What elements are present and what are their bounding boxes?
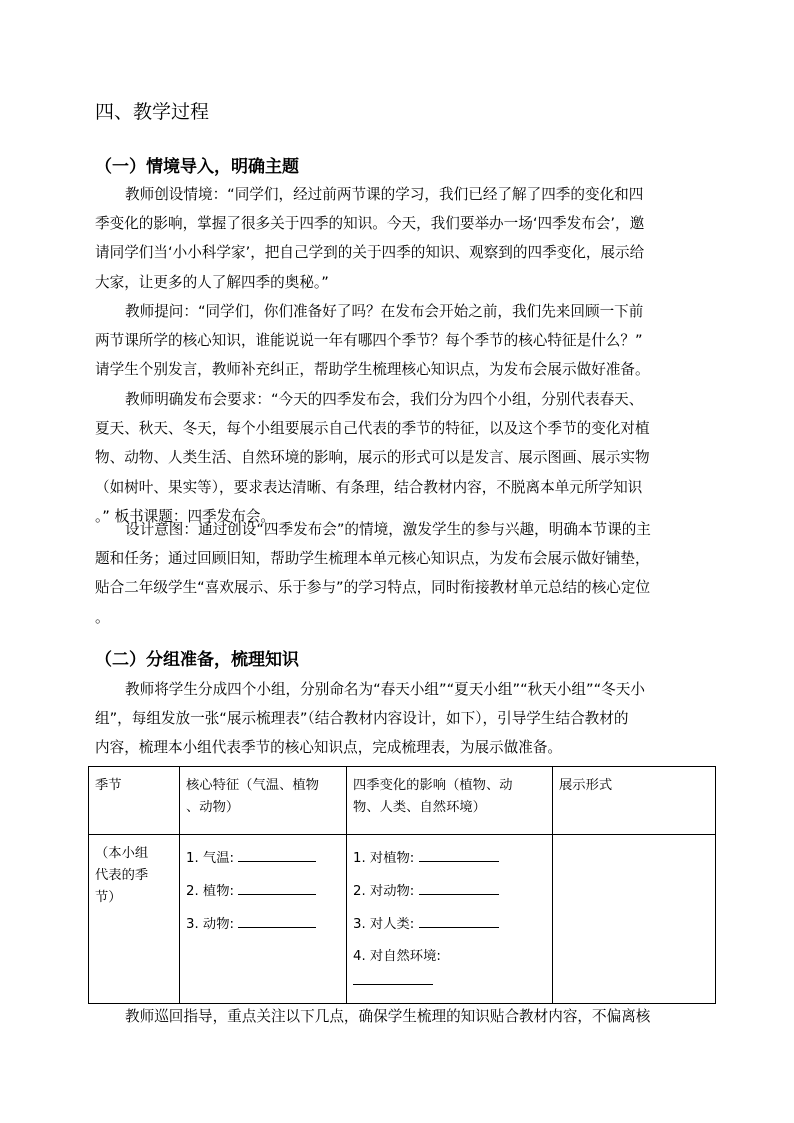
field-label: 4. 对自然环境: <box>353 949 441 964</box>
cell-text: 四季变化的影响（植物、动 <box>353 778 513 793</box>
text-line: 。” 板书课题：四季发布会。 <box>95 507 276 525</box>
subsection-title-1: （一）情境导入，明确主题 <box>95 157 299 177</box>
text-line: 请学生个别发言，教师补充纠正，帮助学生梳理核心知识点，为发布会展示做好准备。 <box>95 361 650 379</box>
text-line: 贴合二年级学生“喜欢展示、乐于参与”的学习特点，同时衔接教材单元总结的核心定位 <box>95 579 651 597</box>
blank-line[interactable] <box>419 847 499 862</box>
paragraph-design-intent <box>95 515 700 632</box>
text-line: 两节课所学的核心知识，谁能说说一年有哪四个季节？每个季节的核心特征是什么？” <box>95 332 643 350</box>
blank-line[interactable] <box>238 880 316 895</box>
text-line: 教师提问：“同学们，你们准备好了吗？在发布会开始之前，我们先来回顾一下前 <box>125 303 644 320</box>
features-cell <box>180 835 347 1004</box>
paragraph-guidance <box>95 1002 700 1031</box>
blank-line[interactable] <box>353 970 433 985</box>
cell-text: 代表的季 <box>95 868 149 883</box>
text-line: 大家，让更多的人了解四季的奥秘。” <box>95 273 329 291</box>
text-line: 设计意图：通过创设“四季发布会”的情境，激发学生的参与兴趣，明确本节课的主 <box>125 521 651 538</box>
fill-row-impact-environment <box>353 946 546 970</box>
text-line: （如树叶、果实等），要求表达清晰、有条理，结合教材内容，不脱离本单元所学知识 <box>95 478 643 496</box>
fill-row-impact-animals <box>353 880 546 913</box>
display-cell <box>553 835 716 1004</box>
section-title: 四、教学过程 <box>95 101 210 123</box>
fill-row-impact-environment-blank <box>353 970 546 1003</box>
field-label: 3. 动物: <box>186 917 234 932</box>
impacts-cell <box>347 835 553 1004</box>
blank-line[interactable] <box>238 913 316 928</box>
text-line: 教师巡回指导，重点关注以下几点，确保学生梳理的知识贴合教材内容，不偏离核 <box>125 1008 651 1025</box>
subsection-title-2: （二）分组准备，梳理知识 <box>95 650 299 670</box>
field-label: 3. 对人类: <box>353 917 415 932</box>
text-line: 教师将学生分成四个小组，分别命名为“春天小组”“夏天小组”“秋天小组”“冬天小 <box>125 681 645 698</box>
field-label: 2. 植物: <box>186 884 234 899</box>
table-header-row <box>89 767 716 835</box>
fill-row-impact-humans <box>353 913 546 946</box>
cell-text: 物、人类、自然环境） <box>353 800 486 815</box>
fill-row-animals <box>186 913 340 946</box>
blank-line[interactable] <box>238 847 316 862</box>
fill-row-temperature <box>186 847 340 880</box>
header-cell-features <box>180 767 347 835</box>
paragraph-intro-scenario <box>95 180 700 297</box>
header-cell-impacts <box>347 767 553 835</box>
blank-line[interactable] <box>419 913 499 928</box>
header-cell-display <box>553 767 716 835</box>
blank-line[interactable] <box>419 880 499 895</box>
cell-text: 节） <box>95 890 122 905</box>
text-line: 内容，梳理本小组代表季节的核心知识点，完成梳理表，为展示做准备。 <box>95 739 563 757</box>
text-line: 教师创设情境：“同学们，经过前两节课的学习，我们已经了解了四季的变化和四 <box>125 186 644 203</box>
cell-text: 、动物） <box>186 800 240 815</box>
cell-text: 核心特征（气温、植物 <box>186 778 319 793</box>
paragraph-requirements <box>95 385 700 531</box>
text-line: 组”，每组发放一张“展示梳理表”（结合教材内容设计，如下），引导学生结合教材的 <box>95 710 629 728</box>
field-label: 1. 气温: <box>186 851 234 866</box>
fill-row-plants <box>186 880 340 913</box>
summary-table <box>88 766 716 1004</box>
text-line: 物、动物、人类生活、自然环境的影响，展示的形式可以是发言、展示图画、展示实物 <box>95 449 650 467</box>
paragraph-teacher-question <box>95 297 700 385</box>
paragraph-grouping <box>95 675 700 763</box>
text-line: 教师明确发布会要求：“今天的四季发布会，我们分为四个小组，分别代表春天、 <box>125 391 644 408</box>
field-label: 1. 对植物: <box>353 851 415 866</box>
table-row <box>89 835 716 1004</box>
cell-text: （本小组 <box>95 846 149 861</box>
text-line: 题和任务；通过回顾旧知，帮助学生梳理本单元核心知识点，为发布会展示做好铺垫， <box>95 550 650 568</box>
field-label: 2. 对动物: <box>353 884 415 899</box>
season-cell <box>89 835 180 1004</box>
text-line: 。 <box>95 608 110 626</box>
fill-row-impact-plants <box>353 847 546 880</box>
text-line: 季变化的影响，掌握了很多关于四季的知识。今天，我们要举办一场‘四季发布会’，邀 <box>95 215 645 233</box>
text-line: 请同学们当‘小小科学家’，把自己学到的关于四季的知识、观察到的四季变化，展示给 <box>95 244 645 262</box>
text-line: 夏天、秋天、冬天，每个小组要展示自己代表的季节的特征，以及这个季节的变化对植 <box>95 420 650 438</box>
cell-text: 季节 <box>95 778 122 793</box>
header-cell-season <box>89 767 180 835</box>
cell-text: 展示形式 <box>559 778 613 793</box>
